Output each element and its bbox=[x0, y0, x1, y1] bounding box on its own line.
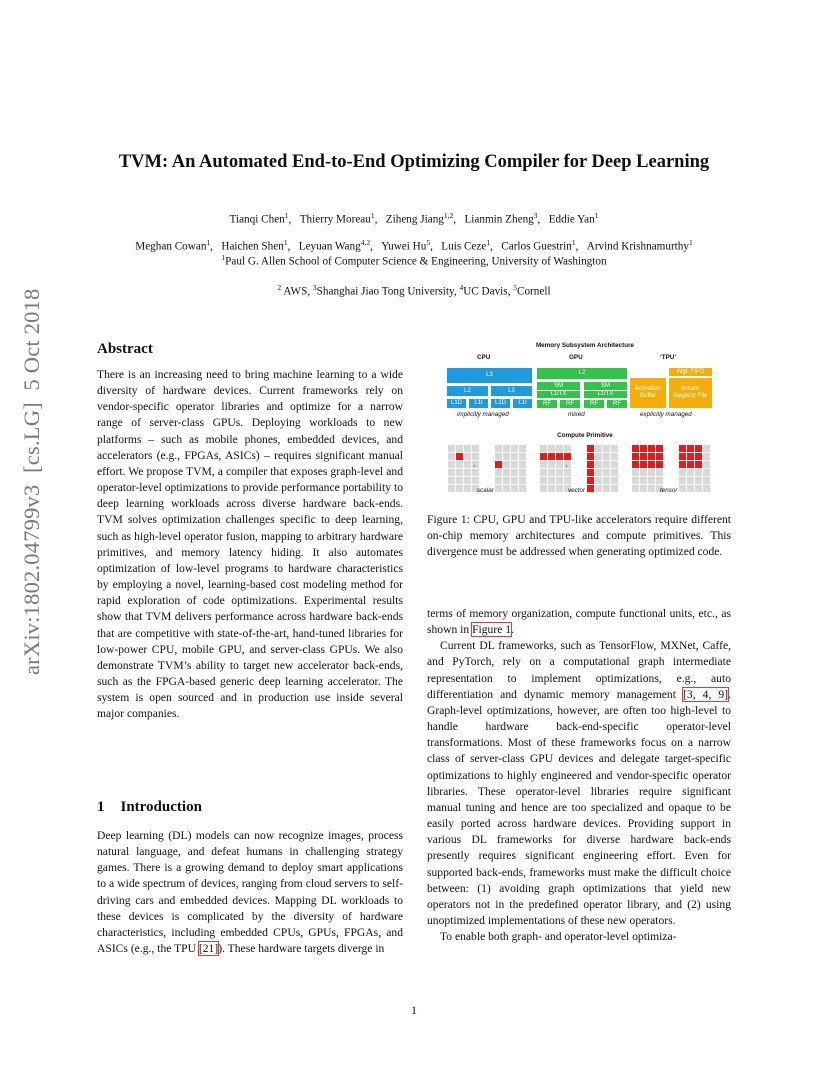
vector-cell bbox=[540, 485, 547, 492]
scalar-cell bbox=[495, 445, 502, 452]
gpu-rf-block: RF bbox=[607, 400, 627, 408]
tensor-cell bbox=[632, 469, 639, 476]
author-affiliation-sup: 3 bbox=[533, 211, 538, 220]
figure-1 bbox=[440, 340, 730, 500]
gpu-l1tx-block: L1/TX bbox=[537, 391, 580, 398]
abstract-section bbox=[97, 341, 403, 734]
scalar-cell bbox=[448, 461, 455, 468]
tensor-cell bbox=[640, 445, 647, 452]
citation-link-21[interactable]: [21] bbox=[198, 942, 219, 956]
author-name: Arvind Krishnamurthy bbox=[586, 240, 689, 253]
tensor-cell bbox=[679, 453, 686, 460]
tensor-cell bbox=[695, 485, 702, 492]
grid-spacer bbox=[480, 477, 494, 484]
vector-cell bbox=[556, 461, 563, 468]
vector-cell bbox=[603, 453, 610, 460]
grid-spacer bbox=[664, 477, 678, 484]
affiliation-name: Cornell bbox=[517, 285, 551, 298]
cpu-label: CPU bbox=[477, 354, 491, 361]
author-name: Ziheng Jiang bbox=[385, 213, 444, 226]
author-name: Thierry Moreau bbox=[299, 213, 371, 226]
author-affiliation-sup: 1 bbox=[571, 238, 576, 247]
vector-compute-grid bbox=[540, 445, 618, 492]
scalar-cell bbox=[511, 469, 518, 476]
author-name: Meghan Cowan bbox=[135, 240, 207, 253]
scalar-cell bbox=[511, 461, 518, 468]
author-affiliation-sup: 1 bbox=[283, 238, 288, 247]
cpu-l2-block: L2 bbox=[447, 386, 488, 396]
tensor-cell bbox=[703, 469, 710, 476]
tensor-cell bbox=[687, 453, 694, 460]
vector-cell bbox=[548, 477, 555, 484]
scalar-cell bbox=[464, 477, 471, 484]
scalar-cell bbox=[456, 461, 463, 468]
vector-cell bbox=[548, 461, 555, 468]
scalar-cell bbox=[495, 477, 502, 484]
tensor-cell bbox=[687, 477, 694, 484]
vector-cell bbox=[540, 453, 547, 460]
vector-cell bbox=[556, 485, 563, 492]
vector-cell bbox=[540, 477, 547, 484]
gpu-sm-block: SM bbox=[584, 382, 627, 390]
vector-cell bbox=[595, 477, 602, 484]
scalar-cell bbox=[519, 461, 526, 468]
scalar-cell bbox=[472, 445, 479, 452]
figure-1-link[interactable]: Figure 1 bbox=[472, 623, 512, 637]
vector-cell bbox=[556, 445, 563, 452]
tpu-accum-register-block: Accum. Register File bbox=[669, 378, 712, 408]
vector-cell bbox=[611, 453, 618, 460]
paragraph-frameworks: Current DL frameworks, such as TensorFlow, MXNet, Caffe, and PyTorch, rely on a computational graph intermediate representation to implement optimizations, e.g., auto differentiation and dynamic memory management [3, 4, 9]. Graph-level optimizations, however, are often too high-level to handle hardware back-end-specific operator-level transformations. Most of these frameworks focus on a narrow class of server-class GPU devices and delegate target-specific optimizations to highly engineered and vendor-specific operator libraries. These operator-level libraries require significant manual tuning and hence are too specialized and opaque to be easily ported across hardware devices. Providing support in various DL frameworks for diverse hardware back-ends presently requires significant engineering effort. Even for supported back-ends, frameworks must make the difficult choice between: (1) avoiding graph optimizations that yield new operators not in the predefined operator library, and (2) using unoptimized implementations of these new operators. bbox=[427, 639, 732, 927]
vector-cell bbox=[595, 461, 602, 468]
tensor-label: tensor bbox=[660, 487, 678, 494]
vector-cell bbox=[548, 453, 555, 460]
author-name: Luis Ceze bbox=[441, 240, 487, 253]
author-name: Tianqi Chen bbox=[229, 213, 285, 226]
paragraph-to-enable: To enable both graph- and operator-level optimiza- bbox=[440, 930, 677, 944]
tensor-cell bbox=[648, 461, 655, 468]
dot-operator-icon: · bbox=[657, 461, 660, 471]
cpu-l2-block: L2 bbox=[491, 386, 532, 396]
vector-cell bbox=[587, 453, 594, 460]
tensor-cell bbox=[656, 453, 663, 460]
vector-cell bbox=[603, 445, 610, 452]
tensor-cell bbox=[695, 453, 702, 460]
vector-cell bbox=[540, 445, 547, 452]
vector-cell bbox=[548, 445, 555, 452]
scalar-cell bbox=[519, 485, 526, 492]
tensor-cell bbox=[648, 445, 655, 452]
tensor-cell bbox=[695, 461, 702, 468]
tensor-cell bbox=[656, 477, 663, 484]
affiliation-sup: 2 bbox=[277, 283, 282, 292]
tensor-compute-grid bbox=[632, 445, 710, 492]
vector-cell bbox=[556, 453, 563, 460]
paragraph-continued: terms of memory organization, compute functional units, etc., as shown in Figure 1. bbox=[427, 607, 731, 637]
affiliation-2 bbox=[0, 281, 828, 299]
tensor-cell bbox=[679, 461, 686, 468]
author-name: Lianmin Zheng bbox=[464, 213, 534, 226]
vector-cell bbox=[603, 485, 610, 492]
scalar-cell bbox=[495, 469, 502, 476]
scalar-cell bbox=[503, 477, 510, 484]
scalar-cell bbox=[495, 453, 502, 460]
tensor-cell bbox=[703, 485, 710, 492]
vector-cell bbox=[548, 469, 555, 476]
tensor-cell bbox=[640, 469, 647, 476]
gpu-l2-block: L2 bbox=[537, 368, 627, 379]
author-name: Eddie Yan bbox=[548, 213, 595, 226]
grid-spacer bbox=[572, 445, 586, 452]
figure-title: Memory Subsystem Architecture bbox=[535, 342, 635, 349]
scalar-cell bbox=[464, 445, 471, 452]
vector-cell bbox=[548, 485, 555, 492]
tensor-cell bbox=[648, 469, 655, 476]
cpu-l1i-block: L1I bbox=[513, 399, 532, 408]
cpu-l1d-block: L1D bbox=[447, 399, 466, 408]
affiliation-sup: 5 bbox=[513, 283, 517, 292]
vector-cell bbox=[603, 477, 610, 484]
scalar-cell bbox=[511, 477, 518, 484]
affiliation-name: Shanghai Jiao Tong University, bbox=[316, 285, 460, 298]
grid-spacer bbox=[664, 461, 678, 468]
grid-spacer bbox=[572, 461, 586, 468]
gpu-rf-block: RF bbox=[584, 400, 604, 408]
author-affiliation-sup: 1 bbox=[486, 238, 491, 247]
vector-cell bbox=[595, 485, 602, 492]
scalar-cell bbox=[464, 469, 471, 476]
vector-cell bbox=[564, 445, 571, 452]
tensor-cell bbox=[695, 445, 702, 452]
gpu-l1tx-block: L1/TX bbox=[584, 391, 627, 398]
gpu-rf-block: RF bbox=[560, 400, 580, 408]
grid-spacer bbox=[664, 445, 678, 452]
citation-link-3-4-9[interactable]: [3, 4, 9] bbox=[683, 687, 729, 701]
right-column-text bbox=[427, 606, 731, 945]
scalar-cell bbox=[448, 445, 455, 452]
affiliation-sup: 4 bbox=[459, 283, 464, 292]
vector-cell bbox=[603, 469, 610, 476]
tpu-label: ‘TPU’ bbox=[660, 354, 677, 361]
tensor-cell bbox=[695, 477, 702, 484]
vector-cell bbox=[540, 469, 547, 476]
dot-operator-icon: · bbox=[473, 461, 476, 471]
gpu-memory-caption: mixed bbox=[568, 411, 585, 418]
tensor-cell bbox=[703, 461, 710, 468]
scalar-cell bbox=[448, 477, 455, 484]
grid-spacer bbox=[480, 469, 494, 476]
vector-cell bbox=[564, 453, 571, 460]
vector-cell bbox=[587, 461, 594, 468]
affiliation-name: UC Davis, bbox=[463, 285, 514, 298]
tensor-cell bbox=[656, 445, 663, 452]
scalar-cell bbox=[464, 453, 471, 460]
vector-cell bbox=[587, 485, 594, 492]
scalar-cell bbox=[503, 485, 510, 492]
scalar-cell bbox=[519, 453, 526, 460]
tensor-cell bbox=[703, 477, 710, 484]
tpu-memory-caption: explicitly managed bbox=[640, 411, 692, 418]
abstract-text: There is an increasing need to bring machine learning to a wide diversity of hardware devices. Current frameworks rely on vendor-specific operator libraries and optimize for a narrow range of server-class GPUs. Deploying workloads to new platforms – such as mobile phones, embedded devices, and accelerators (e.g., FPGAs, ASICs) – requires significant manual effort. We propose TVM, a compiler that exposes graph-level and operator-level optimizations to provide performance portability to deep learning workloads across diverse hardware back-ends. TVM solves optimization challenges specific to deep learning, such as high-level operator fusion, mapping to arbitrary hardware primitives, and memory latency hiding. It also automates optimization of low-level programs to hardware characteristics by employing a novel, learning-based cost modeling method for rapid exploration of code optimizations. Experimental results show that TVM delivers performance across hardware back-ends that are competitive with state-of-the-art, hand-tuned libraries for low-power CPU, mobile GPU, and server-class GPUs. We also demonstrate TVM’s ability to target new accelerator back-ends, such as the FPGA-based generic deep learning accelerator. The system is open sourced and in production use inside several major companies. bbox=[97, 368, 403, 721]
grid-spacer bbox=[572, 453, 586, 460]
scalar-cell bbox=[495, 461, 502, 468]
scalar-cell bbox=[448, 453, 455, 460]
vector-cell bbox=[611, 477, 618, 484]
vector-cell bbox=[564, 477, 571, 484]
tensor-cell bbox=[703, 445, 710, 452]
scalar-cell bbox=[456, 485, 463, 492]
scalar-cell bbox=[503, 461, 510, 468]
grid-spacer bbox=[572, 477, 586, 484]
vector-cell bbox=[587, 477, 594, 484]
author-line-1: Tianqi Chen$^1$, Thierry Moreau$^1$, Ziheng Jiang$^{1,2}$, Lianmin Zheng$^3$, Eddie Yan$^1$ bbox=[229, 211, 599, 226]
grid-spacer bbox=[664, 453, 678, 460]
intro-paragraph-1: Deep learning (DL) models can now recognize images, process natural language, and defeat humans in challenging strategy games. There is a growing demand to deploy smart applications to a wide spectrum of devices, ranging from cloud servers to self-driving cars and embedded devices. Mapping DL workloads to these devices is complicated by the diversity of hardware characteristics, including embedded CPUs, GPUs, FPGAs, and ASICs (e.g., the TPU [21]). These hardware targets diverge in bbox=[97, 829, 403, 956]
scalar-cell bbox=[519, 477, 526, 484]
grid-spacer bbox=[664, 469, 678, 476]
gpu-rf-block: RF bbox=[537, 400, 557, 408]
affiliation-name: AWS, bbox=[281, 285, 313, 298]
tensor-cell bbox=[687, 485, 694, 492]
vector-cell bbox=[595, 469, 602, 476]
scalar-cell bbox=[464, 461, 471, 468]
tensor-cell bbox=[679, 469, 686, 476]
tensor-cell bbox=[695, 469, 702, 476]
vector-cell bbox=[611, 461, 618, 468]
scalar-cell bbox=[456, 469, 463, 476]
author-affiliation-sup: 4,2 bbox=[360, 238, 371, 247]
tensor-cell bbox=[632, 445, 639, 452]
tensor-cell bbox=[632, 485, 639, 492]
scalar-cell bbox=[511, 485, 518, 492]
paper-title: TVM: An Automated End-to-End Optimizing Compiler for Deep Learning bbox=[118, 152, 710, 172]
tensor-cell bbox=[679, 477, 686, 484]
grid-spacer bbox=[480, 461, 494, 468]
grid-spacer bbox=[480, 445, 494, 452]
tensor-cell bbox=[640, 477, 647, 484]
author-affiliation-sup: 1 bbox=[284, 211, 289, 220]
tensor-cell bbox=[687, 469, 694, 476]
author-name: Leyuan Wang bbox=[298, 240, 361, 253]
tensor-cell bbox=[632, 477, 639, 484]
scalar-cell bbox=[472, 477, 479, 484]
tensor-cell bbox=[640, 453, 647, 460]
gpu-label: GPU bbox=[569, 354, 583, 361]
tpu-activation-buffer-block: Activation Buffer bbox=[630, 378, 666, 408]
vector-cell bbox=[611, 445, 618, 452]
scalar-cell bbox=[519, 469, 526, 476]
figure-1-caption: Figure 1: CPU, GPU and TPU-like accelerators require different on-chip memory architectures and compute primitives. This divergence must be addressed when generating optimized code. bbox=[427, 513, 731, 559]
tensor-cell bbox=[703, 453, 710, 460]
author-affiliation-sup: 1 bbox=[206, 238, 211, 247]
cpu-l3-block: L3 bbox=[447, 368, 532, 383]
compute-primitive-title: Compute Primitive bbox=[557, 432, 613, 439]
tensor-cell bbox=[679, 445, 686, 452]
scalar-cell bbox=[511, 453, 518, 460]
vector-cell bbox=[587, 445, 594, 452]
introduction-section bbox=[97, 799, 403, 969]
tensor-cell bbox=[687, 461, 694, 468]
vector-cell bbox=[556, 477, 563, 484]
grid-spacer bbox=[480, 453, 494, 460]
tensor-cell bbox=[632, 453, 639, 460]
scalar-cell bbox=[464, 485, 471, 492]
gpu-sm-block: SM bbox=[537, 382, 580, 390]
tensor-cell bbox=[648, 453, 655, 460]
arxiv-sidebar-stamp: arXiv:1802.04799v3 [cs.LG] 5 Oct 2018 bbox=[19, 288, 44, 675]
vector-cell bbox=[595, 445, 602, 452]
scalar-cell bbox=[472, 453, 479, 460]
grid-spacer bbox=[572, 469, 586, 476]
tensor-cell bbox=[687, 445, 694, 452]
scalar-cell bbox=[448, 485, 455, 492]
author-name: Yuwei Hu bbox=[381, 240, 427, 253]
vector-label: vector bbox=[568, 487, 586, 494]
tpu-weight-fifo-block: Wgt. FIFO bbox=[669, 368, 712, 376]
scalar-cell bbox=[456, 445, 463, 452]
vector-cell bbox=[556, 469, 563, 476]
abstract-heading: Abstract bbox=[97, 341, 153, 357]
cpu-l1i-block: L1I bbox=[469, 399, 488, 408]
scalar-cell bbox=[448, 469, 455, 476]
scalar-compute-grid bbox=[448, 445, 526, 492]
cpu-memory-caption: implicitly managed bbox=[457, 411, 509, 418]
scalar-cell bbox=[456, 477, 463, 484]
author-affiliation-sup: 1 bbox=[594, 211, 599, 220]
tensor-cell bbox=[679, 485, 686, 492]
scalar-cell bbox=[519, 445, 526, 452]
author-affiliation-sup: 1,2 bbox=[443, 211, 454, 220]
tensor-cell bbox=[640, 461, 647, 468]
tensor-cell bbox=[648, 485, 655, 492]
scalar-cell bbox=[503, 445, 510, 452]
author-affiliation-sup: 1 bbox=[370, 211, 375, 220]
dot-operator-icon: · bbox=[565, 461, 568, 471]
author-affiliation-sup: 1 bbox=[688, 238, 693, 247]
vector-cell bbox=[611, 469, 618, 476]
scalar-cell bbox=[511, 445, 518, 452]
scalar-cell bbox=[503, 469, 510, 476]
vector-cell bbox=[587, 469, 594, 476]
vector-cell bbox=[595, 453, 602, 460]
scalar-cell bbox=[456, 453, 463, 460]
vector-cell bbox=[540, 461, 547, 468]
vector-cell bbox=[611, 485, 618, 492]
affiliation-sup: 3 bbox=[312, 283, 317, 292]
affiliation-1: $^1$Paul G. Allen School of Computer Science & Engineering, University of Washington bbox=[221, 253, 607, 268]
tensor-cell bbox=[648, 477, 655, 484]
author-affiliation-sup: 5 bbox=[426, 238, 431, 247]
scalar-label: scalar bbox=[477, 487, 494, 494]
author-name: Carlos Guestrin bbox=[501, 240, 572, 253]
introduction-heading: 1 Introduction bbox=[97, 799, 202, 815]
author-line-2: Meghan Cowan$^1$, Haichen Shen$^1$, Leyuan Wang$^{4,2}$, Yuwei Hu$^5$, Luis Ceze$^1$, Carlos Guestrin$^1$, Arvind Krishnamurthy$^1$ bbox=[135, 238, 693, 253]
page-number: 1 bbox=[411, 1003, 417, 1017]
author-name: Haichen Shen bbox=[221, 240, 284, 253]
cpu-l1d-block: L1D bbox=[491, 399, 510, 408]
tensor-cell bbox=[632, 461, 639, 468]
tensor-cell bbox=[640, 485, 647, 492]
vector-cell bbox=[603, 461, 610, 468]
scalar-cell bbox=[495, 485, 502, 492]
scalar-cell bbox=[503, 453, 510, 460]
